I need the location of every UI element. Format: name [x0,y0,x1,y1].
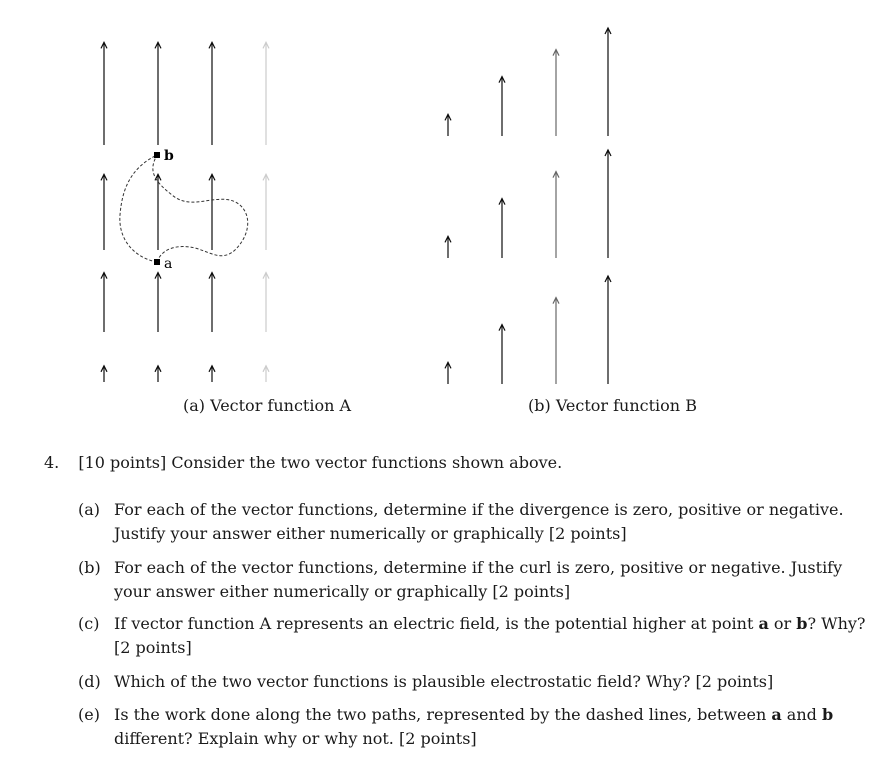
vector-arrow [263,366,269,382]
dashed-path-right [153,155,248,262]
question-number: 4. [44,453,60,472]
point-a-label: a [164,256,173,272]
vector-arrow [605,150,611,258]
part-label: (e) [78,705,100,724]
vector-arrow [605,276,611,384]
vector-field-a [101,42,269,382]
vector-field-b [445,28,611,384]
vector-arrow [263,174,269,250]
vector-arrow [209,366,215,382]
vector-arrow [445,114,451,136]
caption-b: (b) Vector function B [528,396,697,415]
question-part [78,556,868,604]
vector-arrow [155,366,161,382]
vector-arrow [209,174,215,250]
part-text: Which of the two vector functions is plausible electrostatic field? Why? [2 points] [114,672,774,691]
vector-arrow [553,50,559,136]
vector-arrow [209,42,215,145]
part-text: If vector function A represents an electric field, is the potential higher at point a or b? Why? [2 points] [114,614,866,657]
vector-arrow [101,174,107,250]
vector-arrow [445,236,451,258]
part-label: (d) [78,672,101,691]
vector-arrow [155,273,161,332]
question-part [78,703,868,751]
vector-arrow [263,273,269,332]
point-a-marker [154,259,160,265]
question-header [44,453,562,472]
vector-arrow [101,273,107,332]
part-label: (c) [78,614,100,633]
vector-arrow [553,172,559,258]
vector-arrow [499,325,505,384]
part-label: (a) [78,500,101,519]
question-part [78,498,868,546]
part-text: For each of the vector functions, determine if the divergence is zero, positive or negative. Justify your answer either numerically or graphically [2 points] [114,500,844,543]
vector-arrow [155,42,161,145]
vector-arrow [445,362,451,384]
vector-arrow [101,366,107,382]
dashed-path-left [120,155,157,262]
vector-arrow [499,77,505,136]
point-b-label: b [164,148,174,164]
part-text: Is the work done along the two paths, represented by the dashed lines, between a and b different? Explain why or why not. [2 points] [114,705,834,748]
vector-arrow [499,199,505,258]
vector-arrow [553,298,559,384]
vector-arrow [209,273,215,332]
question-part [78,670,868,694]
vector-arrow [263,42,269,145]
question-part [78,612,868,660]
vector-arrow [101,42,107,145]
vector-arrow [605,28,611,136]
point-b-marker [154,152,160,158]
part-label: (b) [78,558,101,577]
question-intro: [10 points] Consider the two vector functions shown above. [78,453,563,472]
caption-a: (a) Vector function A [183,396,352,415]
vector-arrow [155,174,161,250]
part-text: For each of the vector functions, determine if the curl is zero, positive or negative. Justify your answer either numerically or graphically [2 points] [114,558,843,601]
